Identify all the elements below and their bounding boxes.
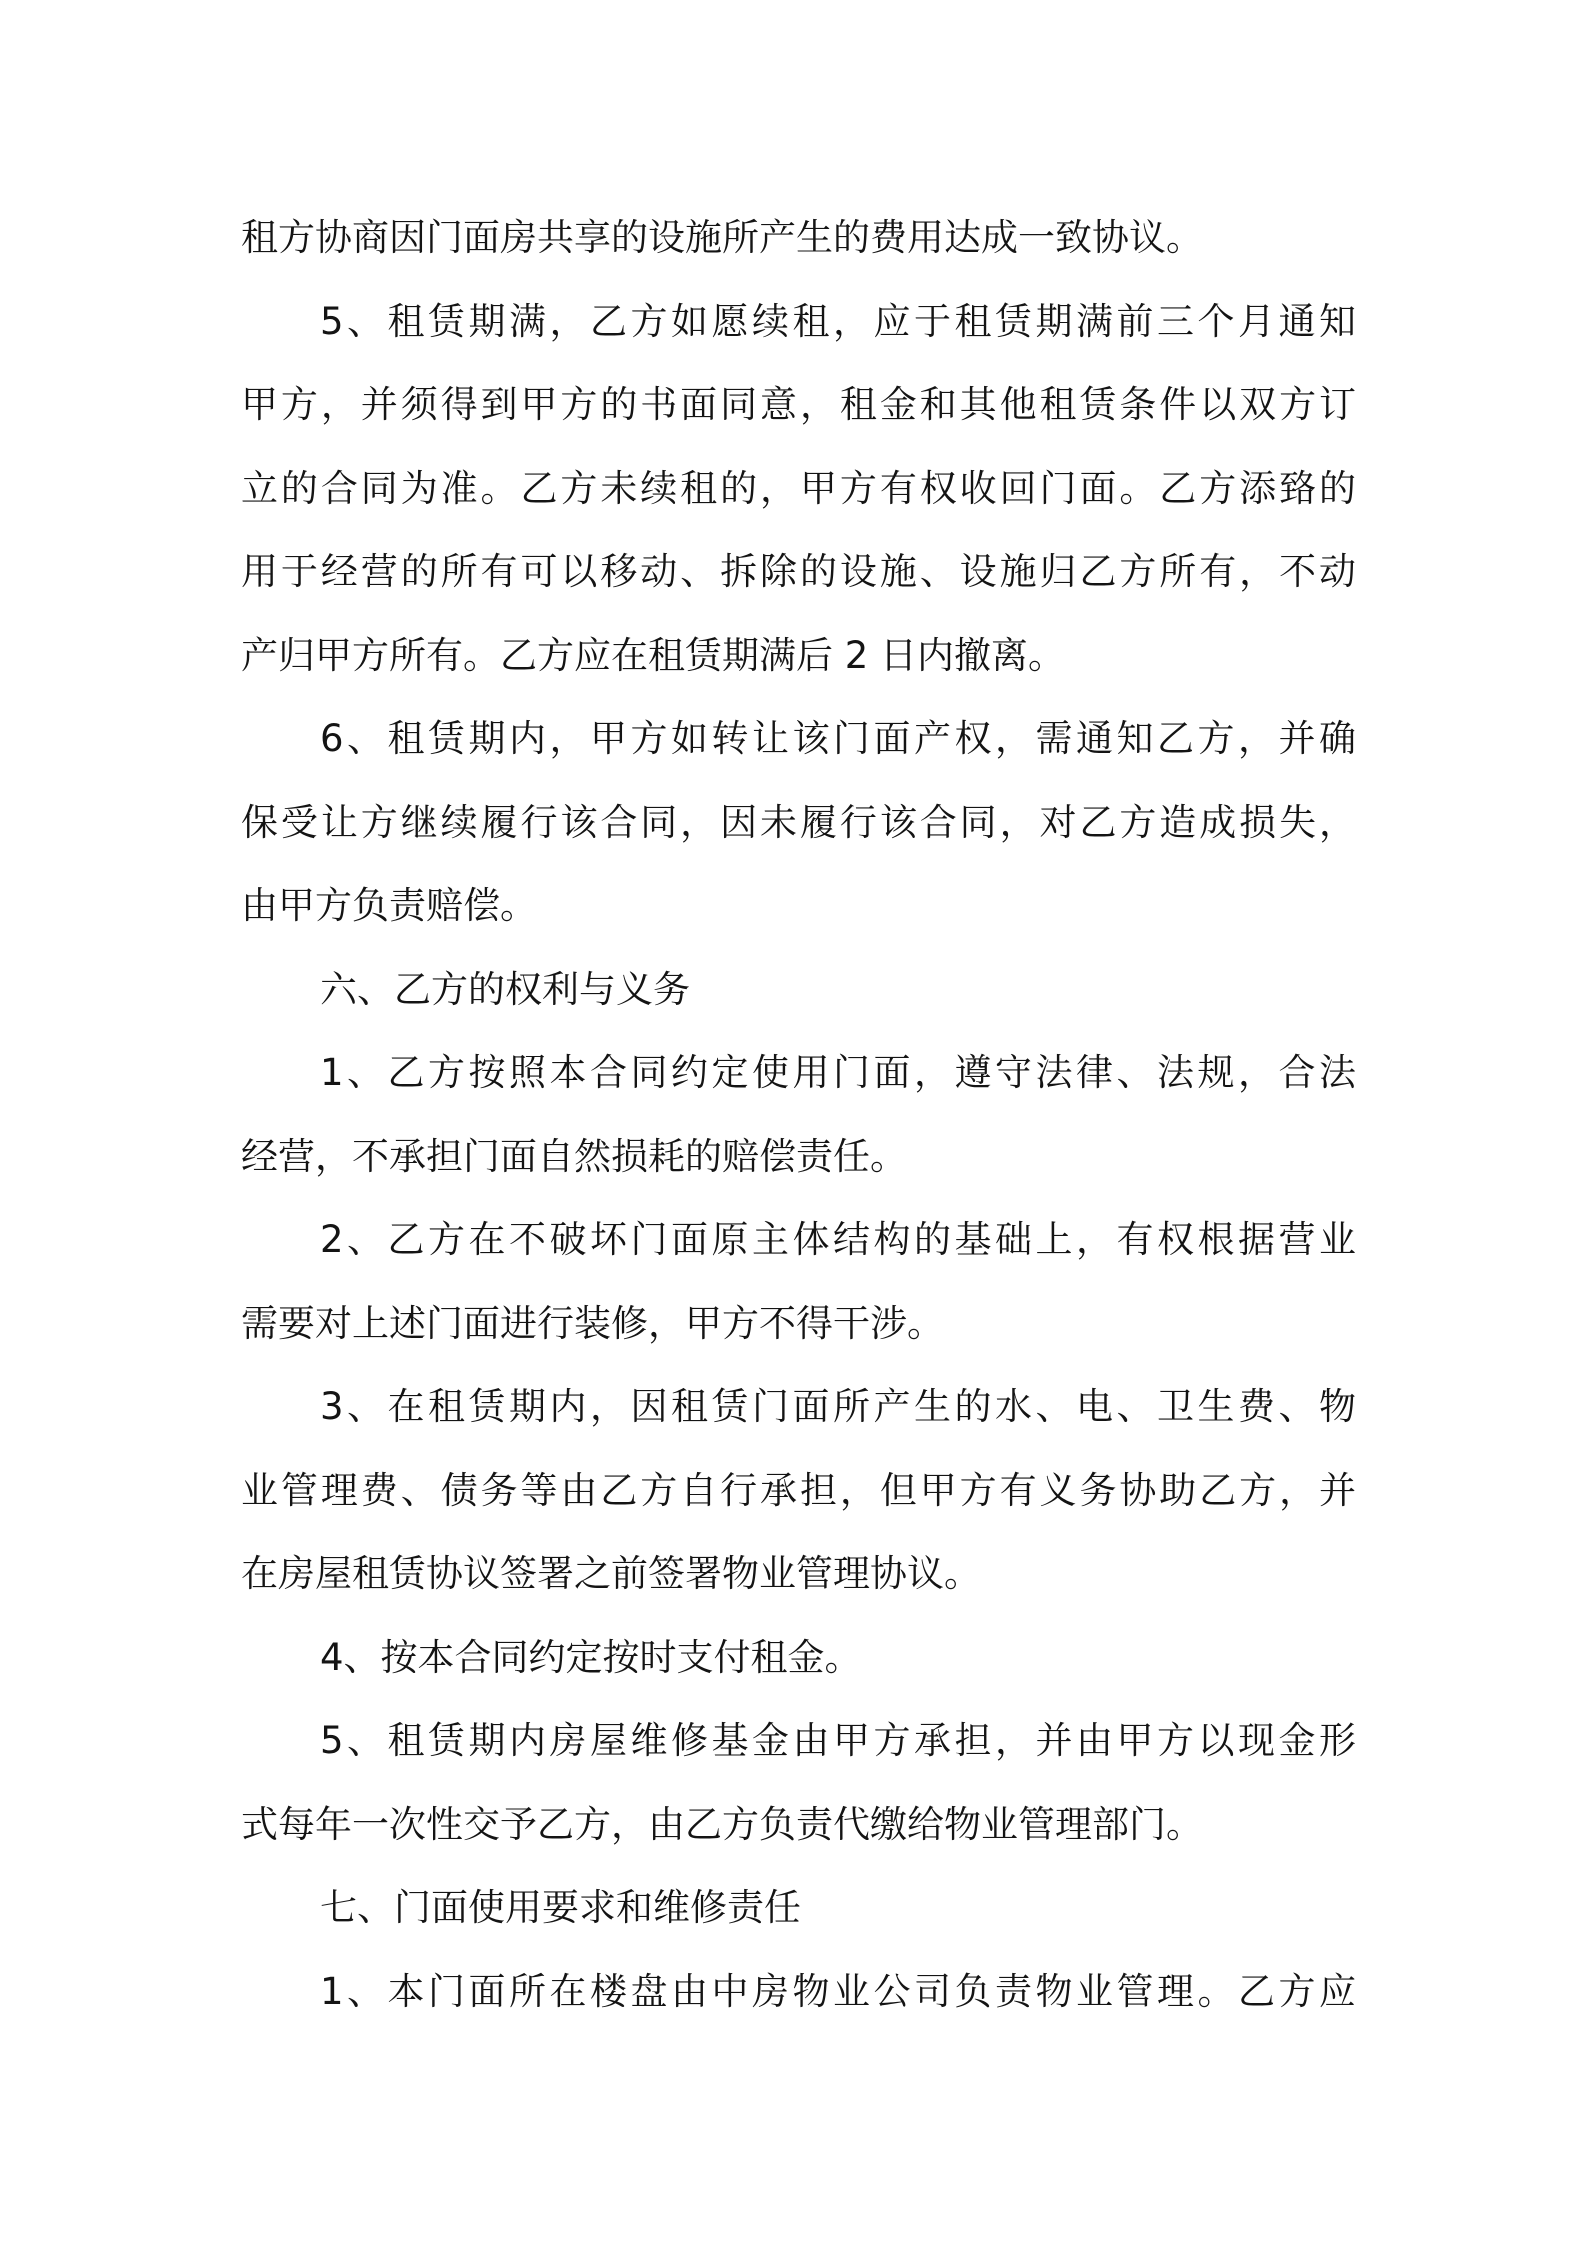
text-line: 甲方，并须得到甲方的书面同意，租金和其他租赁条件以双方订 xyxy=(241,383,1356,426)
paragraph-renewal xyxy=(241,280,1356,698)
heading-text: 七、门面使用要求和维修责任 xyxy=(320,1886,801,1929)
document-body xyxy=(241,196,1356,2033)
section-heading-7 xyxy=(241,1866,1356,1950)
text-line: 需要对上述门面进行装修，甲方不得干涉。 xyxy=(241,1301,944,1345)
text-line: 业管理费、债务等由乙方自行承担，但甲方有义务协助乙方，并 xyxy=(241,1468,1356,1512)
paragraph-lawful-use xyxy=(241,1031,1356,1198)
text-line: 6、租赁期内，甲方如转让该门面产权，需通知乙方，并确 xyxy=(320,717,1356,760)
heading-text: 六、乙方的权利与义务 xyxy=(320,967,690,1011)
paragraph-continuation xyxy=(241,196,1356,280)
text-line: 2、乙方在不破坏门面原主体结构的基础上，有权根据营业 xyxy=(320,1218,1356,1261)
text-line: 3、在租赁期内，因租赁门面所产生的水、电、卫生费、物 xyxy=(320,1385,1356,1428)
paragraph-utilities xyxy=(241,1365,1356,1616)
text-line: 用于经营的所有可以移动、拆除的设施、设施归乙方所有，不动 xyxy=(241,550,1356,593)
text-line: 立的合同为准。乙方未续租的，甲方有权收回门面。乙方添臵的 xyxy=(241,466,1356,510)
text-line: 产归甲方所有。乙方应在租赁期满后 2 日内撤离。 xyxy=(241,633,1066,677)
paragraph-property-management xyxy=(241,1950,1356,2034)
text-line: 5、租赁期内房屋维修基金由甲方承担，并由甲方以现金形 xyxy=(320,1719,1356,1762)
text-line: 5、租赁期满，乙方如愿续租，应于租赁期满前三个月通知 xyxy=(320,299,1356,343)
paragraph-maintenance-fund xyxy=(241,1699,1356,1866)
text-line: 4、按本合同约定按时支付租金。 xyxy=(320,1635,862,1679)
text-line: 在房屋租赁协议签署之前签署物业管理协议。 xyxy=(241,1552,981,1595)
paragraph-rent-payment xyxy=(241,1616,1356,1700)
text-line: 由甲方负责赔偿。 xyxy=(241,884,537,927)
text-line: 式每年一次性交予乙方，由乙方负责代缴给物业管理部门。 xyxy=(241,1802,1203,1846)
section-heading-6 xyxy=(241,948,1356,1032)
text-line: 保受让方继续履行该合同，因未履行该合同，对乙方造成损失， xyxy=(241,800,1356,844)
text-line: 1、乙方按照本合同约定使用门面，遵守法律、法规，合法 xyxy=(320,1051,1356,1094)
paragraph-transfer xyxy=(241,697,1356,948)
text-line: 1、本门面所在楼盘由中房物业公司负责物业管理。乙方应 xyxy=(320,1969,1356,2013)
text-line: 经营，不承担门面自然损耗的赔偿责任。 xyxy=(241,1134,907,1178)
paragraph-renovation xyxy=(241,1198,1356,1365)
text-line: 租方协商因门面房共享的设施所产生的费用达成一致协议。 xyxy=(241,216,1203,259)
